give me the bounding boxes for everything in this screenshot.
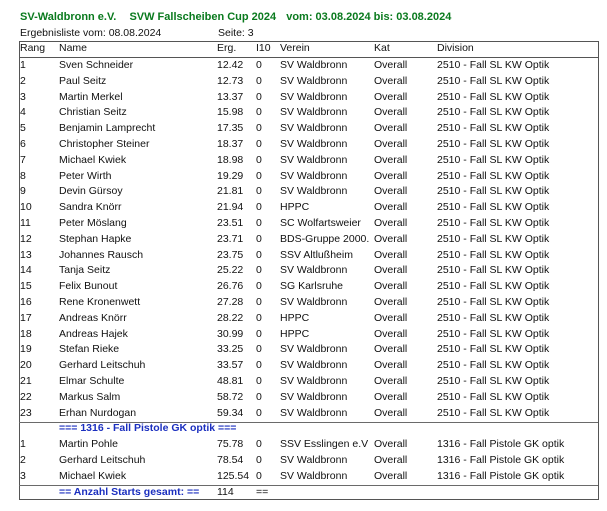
cell-rang: 15 (20, 280, 32, 293)
cell-name: Christopher Steiner (59, 138, 150, 150)
cell-erg: 33.57 (217, 359, 244, 372)
cell-i10: 0 (256, 122, 262, 135)
cell-i10: 0 (256, 248, 262, 261)
group-heading-label: === 1316 - Fall Pistole GK optik === (59, 422, 237, 435)
table-row (19, 453, 598, 469)
page-number: Seite: 3 (218, 27, 254, 39)
cell-rang: 1 (20, 59, 26, 71)
cell-rang: 4 (20, 106, 26, 119)
cell-division: 2510 - Fall SL KW Optik (437, 264, 550, 277)
cell-erg: 27.28 (217, 296, 244, 308)
total-starts-row (19, 485, 598, 501)
cell-rang: 17 (20, 311, 32, 324)
cell-kat: Overall (374, 343, 408, 356)
cell-name: Paul Seitz (59, 74, 107, 87)
cell-kat: Overall (374, 232, 408, 245)
cell-division: 2510 - Fall SL KW Optik (437, 138, 550, 150)
cell-i10: 0 (256, 343, 262, 356)
cell-erg: 26.76 (217, 280, 244, 293)
cell-rang: 23 (20, 406, 32, 419)
cell-kat: Overall (374, 106, 408, 119)
cell-kat: Overall (374, 122, 408, 135)
club-name: SV-Waldbronn e.V. (20, 11, 117, 23)
cell-rang: 2 (20, 454, 26, 466)
cell-kat: Overall (374, 248, 408, 261)
cell-kat: Overall (374, 390, 408, 403)
cell-name: Benjamin Lamprecht (59, 122, 156, 135)
cell-rang: 20 (20, 359, 32, 372)
cell-rang: 21 (20, 375, 32, 387)
table-row (19, 121, 598, 137)
cell-verein: SV Waldbronn (280, 390, 348, 403)
table-row (19, 90, 598, 106)
cell-verein: BDS-Gruppe 2000. (280, 232, 370, 245)
cell-name: Tanja Seitz (59, 264, 111, 277)
table-row (19, 295, 598, 311)
cell-verein: SV Waldbronn (280, 106, 348, 119)
cell-rang: 14 (20, 264, 32, 277)
cell-name: Gerhard Leitschuh (59, 359, 146, 372)
cell-i10: 0 (256, 469, 262, 482)
table-row (19, 58, 598, 74)
table-row (19, 216, 598, 232)
cell-division: 2510 - Fall SL KW Optik (437, 74, 550, 87)
cell-name: Andreas Hajek (59, 327, 128, 340)
cell-i10: 0 (256, 201, 262, 214)
cell-i10: 0 (256, 74, 262, 87)
cell-name: Martin Pohle (59, 438, 118, 451)
cell-verein: SV Waldbronn (280, 359, 348, 372)
cell-verein: SV Waldbronn (280, 469, 348, 482)
cell-i10: 0 (256, 359, 262, 372)
cell-division: 2510 - Fall SL KW Optik (437, 122, 550, 135)
cell-kat: Overall (374, 264, 408, 277)
cell-i10: 0 (256, 185, 262, 198)
cell-kat: Overall (374, 153, 408, 166)
cell-verein: HPPC (280, 327, 310, 340)
cell-division: 2510 - Fall SL KW Optik (437, 201, 550, 214)
cell-verein: SV Waldbronn (280, 375, 348, 387)
cell-division: 2510 - Fall SL KW Optik (437, 169, 550, 182)
cell-rang: 12 (20, 232, 32, 245)
cell-kat: Overall (374, 59, 408, 71)
cell-erg: 12.73 (217, 74, 244, 87)
col-i10: I10 (256, 42, 271, 54)
cell-verein: SV Waldbronn (280, 59, 348, 71)
cell-kat: Overall (374, 201, 408, 214)
cell-erg: 78.54 (217, 454, 244, 466)
cell-verein: SV Waldbronn (280, 264, 348, 277)
cell-verein: SSV Altlußheim (280, 248, 353, 261)
cell-verein: SV Waldbronn (280, 169, 348, 182)
table-row (19, 437, 598, 453)
cell-division: 1316 - Fall Pistole GK optik (437, 438, 565, 451)
cell-erg: 59.34 (217, 406, 244, 419)
event-dates: vom: 03.08.2024 bis: 03.08.2024 (286, 11, 452, 23)
cell-i10: 0 (256, 153, 262, 166)
cell-rang: 3 (20, 90, 26, 103)
cell-kat: Overall (374, 469, 408, 482)
cell-division: 2510 - Fall SL KW Optik (437, 296, 550, 308)
cell-rang: 22 (20, 390, 32, 403)
cell-i10: 0 (256, 90, 262, 103)
col-name: Name (59, 42, 88, 54)
table-row (19, 374, 598, 390)
total-starts-suffix: == (256, 485, 269, 498)
cell-erg: 25.22 (217, 264, 244, 277)
table-row (19, 390, 598, 406)
cell-verein: SV Waldbronn (280, 185, 348, 198)
cell-erg: 18.98 (217, 153, 244, 166)
cell-i10: 0 (256, 232, 262, 245)
page-title (20, 11, 451, 25)
cell-kat: Overall (374, 138, 408, 150)
cell-erg: 30.99 (217, 327, 244, 340)
cell-erg: 17.35 (217, 122, 244, 135)
cell-erg: 23.51 (217, 217, 244, 229)
cell-i10: 0 (256, 138, 262, 150)
cell-erg: 12.42 (217, 59, 244, 71)
cell-i10: 0 (256, 438, 262, 451)
cell-verein: SV Waldbronn (280, 153, 348, 166)
cell-name: Michael Kwiek (59, 153, 127, 166)
cell-name: Johannes Rausch (59, 248, 144, 261)
cell-rang: 2 (20, 74, 26, 87)
cell-rang: 7 (20, 153, 26, 166)
cell-erg: 33.25 (217, 343, 244, 356)
cell-name: Andreas Knörr (59, 311, 127, 324)
subtitle (20, 27, 254, 40)
cell-division: 2510 - Fall SL KW Optik (437, 248, 550, 261)
table-row (19, 169, 598, 185)
cell-rang: 6 (20, 138, 26, 150)
cell-kat: Overall (374, 90, 408, 103)
table-row (19, 342, 598, 358)
cell-erg: 125.54 (217, 469, 250, 482)
cell-division: 2510 - Fall SL KW Optik (437, 153, 550, 166)
cell-division: 2510 - Fall SL KW Optik (437, 343, 550, 356)
cell-division: 2510 - Fall SL KW Optik (437, 217, 550, 229)
table-row (19, 184, 598, 200)
cell-verein: SV Waldbronn (280, 406, 348, 419)
total-starts-label: == Anzahl Starts gesamt: == (59, 485, 200, 498)
cell-rang: 19 (20, 343, 32, 356)
cell-verein: SV Waldbronn (280, 296, 348, 308)
cell-i10: 0 (256, 390, 262, 403)
cell-kat: Overall (374, 359, 408, 372)
cell-verein: HPPC (280, 311, 310, 324)
cell-name: Peter Möslang (59, 217, 127, 229)
cell-kat: Overall (374, 327, 408, 340)
cell-verein: SV Waldbronn (280, 122, 348, 135)
cell-erg: 23.75 (217, 248, 244, 261)
cell-kat: Overall (374, 169, 408, 182)
cell-division: 2510 - Fall SL KW Optik (437, 185, 550, 198)
cell-name: Christian Seitz (59, 106, 127, 119)
cell-rang: 3 (20, 469, 26, 482)
cell-i10: 0 (256, 106, 262, 119)
cell-name: Peter Wirth (59, 169, 112, 182)
cell-name: Martin Merkel (59, 90, 123, 103)
cell-name: Gerhard Leitschuh (59, 454, 146, 466)
cell-name: Stephan Hapke (59, 232, 132, 245)
cell-erg: 13.37 (217, 90, 244, 103)
cell-division: 2510 - Fall SL KW Optik (437, 311, 550, 324)
cell-erg: 21.81 (217, 185, 244, 198)
cell-i10: 0 (256, 169, 262, 182)
cell-kat: Overall (374, 454, 408, 466)
cell-i10: 0 (256, 59, 262, 71)
table-row (19, 469, 598, 486)
table-row (19, 311, 598, 327)
cell-name: Felix Bunout (59, 280, 118, 293)
event-name: SVW Fallscheiben Cup 2024 (129, 11, 277, 23)
cell-rang: 8 (20, 169, 26, 182)
table-row (19, 153, 598, 169)
cell-division: 2510 - Fall SL KW Optik (437, 406, 550, 419)
cell-division: 2510 - Fall SL KW Optik (437, 280, 550, 293)
col-division: Division (437, 42, 474, 54)
cell-i10: 0 (256, 311, 262, 324)
cell-rang: 13 (20, 248, 32, 261)
cell-kat: Overall (374, 438, 408, 451)
table-row (19, 279, 598, 295)
col-erg: Erg. (217, 42, 237, 54)
cell-division: 2510 - Fall SL KW Optik (437, 232, 550, 245)
cell-i10: 0 (256, 296, 262, 308)
cell-rang: 18 (20, 327, 32, 340)
cell-kat: Overall (374, 296, 408, 308)
cell-division: 1316 - Fall Pistole GK optik (437, 454, 565, 466)
table-row (19, 248, 598, 264)
cell-name: Sandra Knörr (59, 201, 122, 214)
table-row (19, 406, 598, 423)
cell-rang: 9 (20, 185, 26, 198)
cell-division: 2510 - Fall SL KW Optik (437, 390, 550, 403)
cell-division: 2510 - Fall SL KW Optik (437, 327, 550, 340)
cell-i10: 0 (256, 264, 262, 277)
cell-verein: SV Waldbronn (280, 74, 348, 87)
cell-erg: 21.94 (217, 201, 244, 214)
cell-kat: Overall (374, 311, 408, 324)
cell-verein: SC Wolfartsweier (280, 217, 361, 229)
cell-kat: Overall (374, 280, 408, 293)
col-verein: Verein (280, 42, 310, 54)
group-heading (19, 421, 598, 437)
table-row (19, 105, 598, 121)
cell-name: Rene Kronenwett (59, 296, 141, 308)
table-row (19, 137, 598, 153)
cell-erg: 18.37 (217, 138, 244, 150)
cell-verein: SV Waldbronn (280, 343, 348, 356)
cell-verein: SV Waldbronn (280, 90, 348, 103)
table-row (19, 232, 598, 248)
table-row (19, 358, 598, 374)
cell-division: 2510 - Fall SL KW Optik (437, 106, 550, 119)
cell-erg: 48.81 (217, 375, 244, 387)
cell-i10: 0 (256, 454, 262, 466)
list-date: Ergebnisliste vom: 08.08.2024 (20, 27, 162, 39)
cell-erg: 19.29 (217, 169, 244, 182)
cell-name: Devin Gürsoy (59, 185, 123, 198)
cell-kat: Overall (374, 217, 408, 229)
cell-name: Stefan Rieke (59, 343, 120, 356)
cell-erg: 28.22 (217, 311, 244, 324)
col-rang: Rang (20, 42, 46, 54)
cell-erg: 23.71 (217, 232, 244, 245)
cell-verein: HPPC (280, 201, 310, 214)
cell-name: Michael Kwiek (59, 469, 127, 482)
table-row (19, 327, 598, 343)
cell-verein: SV Waldbronn (280, 454, 348, 466)
cell-rang: 1 (20, 438, 26, 451)
cell-verein: SSV Esslingen e.V (280, 438, 369, 451)
cell-erg: 15.98 (217, 106, 244, 119)
cell-kat: Overall (374, 406, 408, 419)
cell-erg: 75.78 (217, 438, 244, 451)
cell-i10: 0 (256, 280, 262, 293)
table-row (19, 200, 598, 216)
cell-division: 1316 - Fall Pistole GK optik (437, 469, 565, 482)
cell-kat: Overall (374, 74, 408, 87)
table-header (19, 41, 598, 58)
cell-i10: 0 (256, 327, 262, 340)
cell-division: 2510 - Fall SL KW Optik (437, 375, 550, 387)
total-starts-count: 114 (217, 485, 234, 498)
cell-division: 2510 - Fall SL KW Optik (437, 90, 550, 103)
cell-i10: 0 (256, 406, 262, 419)
cell-name: Erhan Nurdogan (59, 406, 137, 419)
table-row (19, 263, 598, 279)
cell-rang: 11 (20, 217, 31, 229)
cell-rang: 5 (20, 122, 26, 135)
col-kat: Kat (374, 42, 390, 54)
cell-verein: SV Waldbronn (280, 138, 348, 150)
cell-name: Markus Salm (59, 390, 121, 403)
cell-i10: 0 (256, 375, 262, 387)
cell-division: 2510 - Fall SL KW Optik (437, 359, 550, 372)
cell-rang: 16 (20, 296, 32, 308)
cell-kat: Overall (374, 185, 408, 198)
cell-i10: 0 (256, 217, 262, 229)
table-row (19, 74, 598, 90)
cell-name: Sven Schneider (59, 59, 134, 71)
cell-verein: SG Karlsruhe (280, 280, 344, 293)
cell-rang: 10 (20, 201, 32, 214)
cell-erg: 58.72 (217, 390, 244, 403)
cell-division: 2510 - Fall SL KW Optik (437, 59, 550, 71)
cell-kat: Overall (374, 375, 408, 387)
cell-name: Elmar Schulte (59, 375, 125, 387)
